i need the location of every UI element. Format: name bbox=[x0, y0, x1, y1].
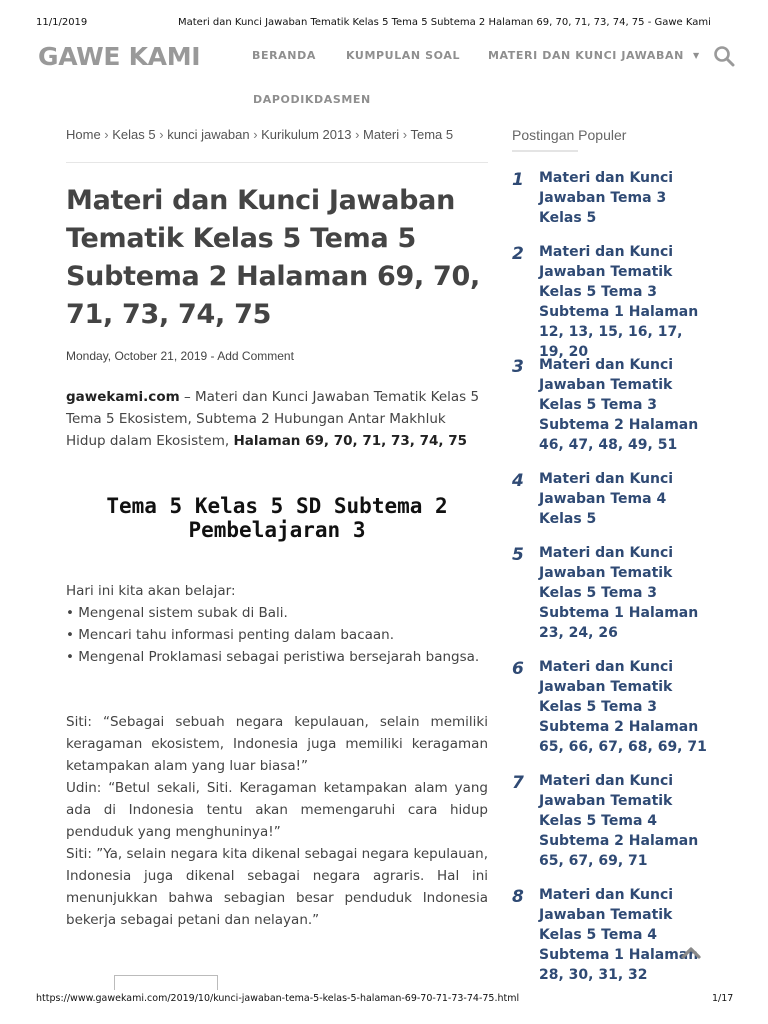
breadcrumb-tema-5[interactable]: Tema 5 bbox=[410, 127, 454, 142]
chevron-up-icon[interactable] bbox=[680, 944, 702, 960]
print-header bbox=[0, 0, 768, 40]
dialog-line: Udin: “Betul sekali, Siti. Keragaman ketampakan alam yang ada di Indonesia tentu akan memengaruhi cara hidup penduduk yang menghuninya!” bbox=[66, 780, 488, 840]
popular-post-link[interactable]: Materi dan Kunci Jawaban Tematik Kelas 5 Tema 4 Subtema 1 Halaman 28, 30, 31, 32 bbox=[539, 887, 699, 983]
meta-separator: - bbox=[210, 349, 215, 363]
nav-item-materi-label: MATERI DAN KUNCI JAWABAN bbox=[488, 49, 684, 62]
lesson-line: • Mengenal Proklamasi sebagai peristiwa bersejarah bangsa. bbox=[66, 649, 480, 665]
caret-down-icon: ▼ bbox=[692, 51, 700, 60]
post-title: Materi dan Kunci Jawaban Tematik Kelas 5 Tema 5 Subtema 2 Halaman 69, 70, 71, 73, 74, 75 bbox=[66, 185, 480, 330]
popular-post-number: 3 bbox=[512, 357, 524, 377]
post-date: Monday, October 21, 2019 bbox=[66, 349, 208, 363]
print-title: Materi dan Kunci Jawaban Tematik Kelas 5 Tema 5 Subtema 2 Halaman 69, 70, 71, 73, 74, 75 - Gawe Kami bbox=[178, 17, 711, 28]
breadcrumb-home[interactable]: Home bbox=[66, 127, 101, 142]
popular-post-number: 2 bbox=[512, 244, 524, 264]
breadcrumb-kelas-5[interactable]: Kelas 5 bbox=[112, 127, 156, 142]
popular-post-link[interactable]: Materi dan Kunci Jawaban Tema 3 Kelas 5 bbox=[539, 170, 674, 226]
popular-post-number: 4 bbox=[512, 471, 524, 491]
popular-post-link[interactable]: Materi dan Kunci Jawaban Tematik Kelas 5 Tema 3 Subtema 1 Halaman 23, 24, 26 bbox=[539, 545, 699, 641]
dialog-text bbox=[66, 711, 488, 931]
add-comment-link[interactable]: Add Comment bbox=[217, 349, 294, 363]
sidebar-title-underline bbox=[512, 150, 578, 152]
content-box-partial bbox=[114, 975, 218, 990]
popular-post-number: 1 bbox=[512, 170, 524, 190]
breadcrumb-separator: › bbox=[351, 127, 364, 142]
intro-site-name: gawekami.com bbox=[66, 389, 180, 405]
popular-post-link[interactable]: Materi dan Kunci Jawaban Tema 4 Kelas 5 bbox=[539, 471, 674, 527]
breadcrumb-materi[interactable]: Materi bbox=[363, 127, 400, 142]
dialog-line: Siti: ”Ya, selain negara kita dikenal sebagai negara kepulauan, Indonesia juga dikenal sebagai negara agraris. Hal ini menunjukkan bahwa sebagian besar penduduk Indonesia bekerja sebagai petani dan nelayan.” bbox=[66, 846, 488, 928]
print-url: https://www.gawekami.com/2019/10/kunci-jawaban-tema-5-kelas-5-halaman-69-70-71-73-74-75.html bbox=[36, 993, 520, 1004]
nav-item-dapodikdasmen[interactable]: DAPODIKDASMEN bbox=[253, 93, 371, 106]
intro-pages: Halaman 69, 70, 71, 73, 74, 75 bbox=[233, 433, 467, 449]
breadcrumb-separator: › bbox=[155, 127, 168, 142]
popular-post-number: 7 bbox=[512, 773, 524, 793]
breadcrumb-kurikulum[interactable]: Kurikulum 2013 bbox=[261, 127, 352, 142]
nav-item-beranda[interactable]: BERANDA bbox=[252, 49, 316, 62]
breadcrumb-kunci-jawaban[interactable]: kunci jawaban bbox=[167, 127, 250, 142]
breadcrumb bbox=[66, 126, 486, 143]
search-icon[interactable] bbox=[713, 45, 735, 67]
breadcrumb-divider bbox=[66, 162, 488, 163]
popular-post-link[interactable]: Materi dan Kunci Jawaban Tematik Kelas 5 Tema 3 Subtema 2 Halaman 46, 47, 48, 49, 51 bbox=[539, 357, 699, 453]
breadcrumb-separator: › bbox=[249, 127, 262, 142]
lesson-objectives bbox=[66, 580, 488, 668]
popular-post-number: 8 bbox=[512, 887, 524, 907]
breadcrumb-separator: › bbox=[399, 127, 411, 142]
popular-post-number: 6 bbox=[512, 659, 524, 679]
popular-post-number: 5 bbox=[512, 545, 524, 565]
post-intro bbox=[66, 386, 488, 452]
print-date: 11/1/2019 bbox=[36, 17, 88, 28]
breadcrumb-separator: › bbox=[100, 127, 113, 142]
intro-text: – Materi dan Kunci Jawaban Tematik Kelas 5 Tema 5 Ekosistem, Subtema 2 Hubungan Antar Makhluk Hidup dalam Ekosistem, bbox=[66, 389, 480, 449]
site-logo[interactable]: GAWE KAMI bbox=[38, 42, 201, 71]
popular-post-link[interactable]: Materi dan Kunci Jawaban Tematik Kelas 5 Tema 3 Subtema 1 Halaman 12, 13, 15, 16, 17, 19, 20 bbox=[539, 244, 699, 360]
lesson-line: • Mengenal sistem subak di Bali. bbox=[66, 605, 288, 621]
popular-post-link[interactable]: Materi dan Kunci Jawaban Tematik Kelas 5 Tema 4 Subtema 2 Halaman 65, 67, 69, 71 bbox=[539, 773, 699, 869]
sidebar-title: Postingan Populer bbox=[512, 127, 627, 143]
nav-item-materi-dropdown[interactable] bbox=[488, 49, 700, 62]
dialog-line: Siti: “Sebagai sebuah negara kepulauan, selain memiliki keragaman ekosistem, Indonesia juga memiliki keragaman ketampakan alam yang luar biasa!” bbox=[66, 714, 488, 774]
post-meta bbox=[66, 349, 294, 363]
section-heading: Tema 5 Kelas 5 SD Subtema 2 Pembelajaran 3 bbox=[106, 494, 448, 542]
lesson-line: • Mencari tahu informasi penting dalam bacaan. bbox=[66, 627, 395, 643]
nav-item-kumpulan-soal[interactable]: KUMPULAN SOAL bbox=[346, 49, 461, 62]
popular-post-link[interactable]: Materi dan Kunci Jawaban Tematik Kelas 5 Tema 3 Subtema 2 Halaman 65, 66, 67, 68, 69, 71 bbox=[539, 659, 707, 755]
print-page-number: 1/17 bbox=[712, 993, 734, 1004]
lesson-line: Hari ini kita akan belajar: bbox=[66, 583, 236, 599]
